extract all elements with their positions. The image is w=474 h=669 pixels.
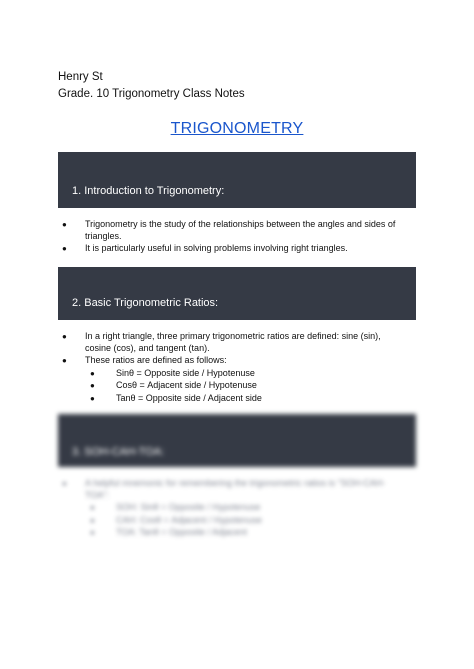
sub-list-item	[58, 380, 408, 392]
section-heading-bar-1	[58, 152, 416, 208]
list-item-text: These ratios are defined as follows:	[85, 355, 227, 365]
section-heading-3: 3. SOH-CAH-TOA:	[72, 446, 165, 458]
bullet-icon: ●	[90, 381, 95, 390]
list-item	[58, 243, 408, 255]
bullet-icon: ●	[90, 503, 95, 512]
section-3-list	[58, 478, 408, 540]
list-item-text: SOH: Sinθ = Opposite / Hypotenuse	[116, 502, 261, 512]
section-heading-bar-2	[58, 267, 416, 320]
bullet-icon: ●	[62, 479, 67, 488]
sub-list-item	[58, 527, 408, 539]
sub-list-item	[58, 393, 408, 405]
section-heading-2: 2. Basic Trigonometric Ratios:	[72, 297, 219, 309]
bullet-icon: ●	[62, 244, 67, 253]
bullet-icon: ●	[90, 528, 95, 537]
section-heading-1: 1. Introduction to Trigonometry:	[72, 185, 225, 197]
section-heading-bar-3	[58, 414, 416, 467]
document-title: TRIGONOMETRY	[170, 120, 304, 137]
list-item-text: Trigonometry is the study of the relationships between the angles and sides of triangles.	[85, 219, 396, 241]
bullet-icon: ●	[90, 368, 95, 378]
document-subtitle: Grade. 10 Trigonometry Class Notes	[58, 88, 245, 100]
list-item	[58, 478, 408, 501]
bullet-icon: ●	[62, 332, 67, 341]
list-item-text: Sinθ = Opposite side / Hypotenuse	[116, 367, 255, 378]
list-item	[58, 219, 408, 242]
sub-list-item	[58, 515, 408, 527]
list-item-text: CAH: Cosθ = Adjacent / Hypotenuse	[116, 514, 262, 525]
list-item	[58, 331, 408, 354]
bullet-icon: ●	[62, 220, 67, 229]
author-name: Henry St	[58, 71, 103, 83]
list-item-text: Tanθ = Opposite side / Adjacent side	[116, 392, 262, 403]
bullet-icon: ●	[62, 356, 67, 365]
list-item-text: TOA: Tanθ = Opposite / Adjacent	[116, 527, 248, 537]
list-item-text: In a right triangle, three primary trigonometric ratios are defined: sine (sin), cosine (cos), and tangent (tan).	[85, 331, 381, 353]
sub-list-item	[58, 502, 408, 514]
section-1-list	[58, 219, 408, 256]
bullet-icon: ●	[90, 393, 95, 403]
list-item-text: A helpful mnemonic for remembering the trigonometric ratios is "SOH-CAH-TOA":	[85, 478, 386, 500]
bullet-icon: ●	[90, 515, 95, 525]
section-2-list	[58, 331, 408, 405]
sub-list-item	[58, 368, 408, 380]
list-item	[58, 355, 408, 367]
list-item-text: Cosθ = Adjacent side / Hypotenuse	[116, 380, 257, 390]
list-item-text: It is particularly useful in solving problems involving right triangles.	[85, 243, 348, 253]
